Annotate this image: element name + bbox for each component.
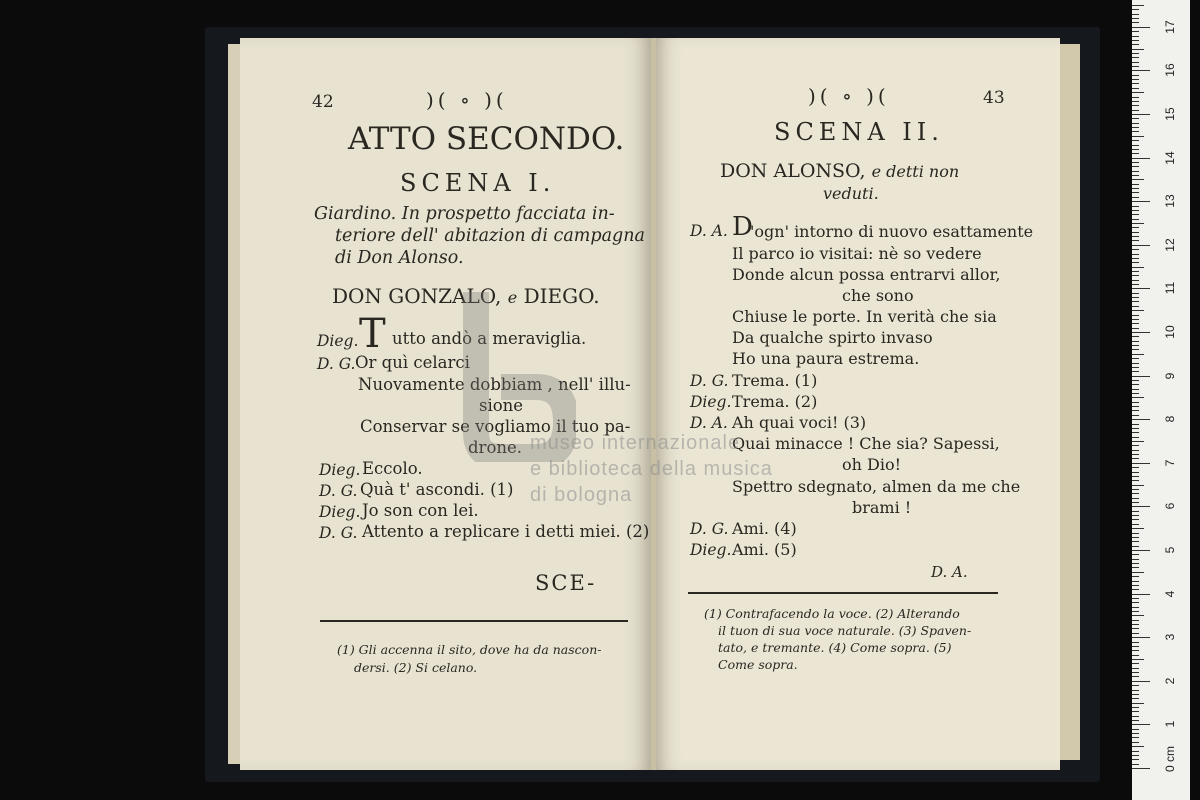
ruler-tick (1132, 419, 1150, 420)
ruler-tick (1132, 280, 1139, 281)
ruler-tick (1132, 550, 1150, 551)
drop-cap: T (359, 311, 386, 357)
ruler-tick (1132, 227, 1139, 228)
ruler-tick (1132, 288, 1150, 289)
ruler-tick (1132, 506, 1150, 507)
ruler-tick (1132, 432, 1139, 433)
speaker: D. G. (319, 482, 358, 500)
ruler-tick (1132, 642, 1139, 643)
ruler-number: 10 (1163, 325, 1177, 339)
ruler-tick (1132, 454, 1139, 455)
ruler-tick (1132, 493, 1139, 494)
ornament: )( ∘ )( (808, 84, 890, 108)
ruler-tick (1132, 476, 1139, 477)
ruler-tick (1132, 223, 1144, 224)
page-number: 43 (983, 88, 1005, 108)
ruler-tick (1132, 764, 1139, 765)
ruler-tick (1132, 236, 1139, 237)
ruler-tick (1132, 66, 1139, 67)
speaker: Dieg. (690, 393, 732, 411)
ruler-tick (1132, 245, 1150, 246)
ruler-tick (1132, 36, 1139, 37)
ruler-tick (1132, 310, 1144, 311)
ruler-tick (1132, 44, 1139, 45)
ruler-tick (1132, 620, 1139, 621)
ruler-tick (1132, 184, 1139, 185)
ornament: )( ∘ )( (426, 88, 508, 112)
ruler-tick (1132, 755, 1139, 756)
left-page (240, 38, 652, 770)
dialogue-line: Spettro sdegnato, almen da me che (732, 477, 1021, 496)
ruler-tick (1132, 358, 1139, 359)
speaker: D. A. (690, 222, 728, 240)
dialogue-line: Ami. (5) (732, 540, 797, 559)
watermark-text: di bologna (530, 484, 633, 506)
ruler-tick (1132, 437, 1139, 438)
ruler-tick (1132, 650, 1139, 651)
ruler-tick (1132, 105, 1139, 106)
ruler-tick (1132, 720, 1139, 721)
ruler-tick (1132, 698, 1139, 699)
ruler-tick (1132, 328, 1139, 329)
dialogue-line: Nuovamente dobbiam , nell' illu- (358, 375, 631, 394)
ruler-tick (1132, 541, 1139, 542)
ruler-tick (1132, 175, 1139, 176)
ruler-tick (1132, 114, 1150, 115)
ruler-tick (1132, 637, 1150, 638)
scene-title: SCENA I. (400, 169, 556, 197)
ruler-tick (1132, 676, 1139, 677)
ruler-tick (1132, 301, 1139, 302)
ruler-number: 13 (1163, 194, 1177, 208)
ruler-tick (1132, 707, 1139, 708)
ruler-tick (1132, 733, 1139, 734)
ruler-tick (1132, 615, 1144, 616)
ruler-tick (1132, 192, 1139, 193)
catchword: SCE- (535, 571, 597, 595)
ruler-number: 14 (1163, 150, 1177, 165)
ruler-tick (1132, 371, 1139, 372)
stage-direction: e detti non (871, 162, 960, 181)
ruler-tick (1132, 367, 1139, 368)
dialogue-line: Trema. (2) (732, 392, 818, 411)
dialogue-line: che sono (842, 286, 914, 305)
footnote-line: Come sopra. (718, 657, 798, 672)
ruler-tick (1132, 197, 1139, 198)
speaker: D. G. (690, 520, 729, 538)
ruler-tick (1132, 729, 1139, 730)
ruler-tick (1132, 463, 1150, 464)
ruler-tick (1132, 646, 1139, 647)
ruler-number: 8 (1163, 415, 1177, 423)
ruler-tick (1132, 602, 1139, 603)
dialogue-line: Il parco io visitai: nè so vedere (732, 244, 982, 263)
ruler-tick (1132, 240, 1139, 241)
ruler-tick (1132, 315, 1139, 316)
dialogue-line: brami ! (852, 498, 912, 517)
dialogue-line: Ami. (4) (732, 519, 797, 538)
ruler-tick (1132, 581, 1139, 582)
ruler-tick (1132, 206, 1139, 207)
speaker: Dieg. (690, 541, 732, 559)
ruler-number: 17 (1163, 20, 1177, 34)
ruler-tick (1132, 450, 1139, 451)
ruler-tick (1132, 716, 1139, 717)
dialogue-line: Or quì celarci (355, 353, 470, 372)
ruler-tick (1132, 57, 1139, 58)
ruler-tick (1132, 768, 1150, 769)
speaker: D. G. (690, 372, 729, 390)
dialogue-line: Ah quai voci! (3) (732, 413, 867, 432)
footnote-line: il tuon di sua voce naturale. (3) Spaven- (718, 623, 972, 638)
ruler-tick (1132, 9, 1139, 10)
ruler-tick (1132, 585, 1139, 586)
ruler-tick (1132, 572, 1144, 573)
speaker: D. G. (317, 355, 356, 373)
ruler-tick (1132, 397, 1144, 398)
speaker: D. G. (319, 524, 358, 542)
right-page (656, 38, 1060, 770)
ruler-tick (1132, 83, 1139, 84)
ruler-tick (1132, 515, 1139, 516)
ruler-number: 9 (1163, 372, 1177, 379)
ruler-tick (1132, 262, 1139, 263)
dialogue-line: Donde alcun possa entrarvi allor, (732, 265, 1001, 284)
ruler-unit-label: 0 cm (1163, 746, 1177, 773)
scene-title: SCENA II. (774, 118, 944, 146)
ruler-tick (1132, 759, 1139, 760)
ruler-tick (1132, 567, 1139, 568)
ruler-tick (1132, 70, 1150, 71)
ruler-tick (1132, 306, 1139, 307)
ruler-tick (1132, 62, 1139, 63)
ruler-tick (1132, 685, 1139, 686)
setting-line: di Don Alonso. (335, 248, 464, 268)
ruler-tick (1132, 742, 1139, 743)
stage-direction: veduti. (823, 184, 879, 203)
ruler-tick (1132, 519, 1139, 520)
ruler-tick (1132, 690, 1139, 691)
ruler-tick (1132, 559, 1139, 560)
ruler-tick (1132, 563, 1139, 564)
ruler-tick (1132, 323, 1139, 324)
ruler-tick (1132, 271, 1139, 272)
ruler-tick (1132, 188, 1139, 189)
ruler-tick (1132, 467, 1139, 468)
ruler-tick (1132, 724, 1150, 725)
ruler-tick (1132, 127, 1139, 128)
dialogue-line: Da qualche spirto invaso (732, 328, 933, 347)
ruler-tick (1132, 297, 1139, 298)
ruler-tick (1132, 31, 1139, 32)
ruler-tick (1132, 341, 1139, 342)
speaker: Dieg. (317, 332, 359, 350)
ruler-tick (1132, 88, 1139, 89)
ruler-tick (1132, 528, 1144, 529)
character-name: DIEGO. (523, 284, 600, 308)
ruler-tick (1132, 624, 1139, 625)
ruler-tick (1132, 354, 1144, 355)
ruler-number: 15 (1163, 107, 1177, 121)
ruler-tick (1132, 267, 1144, 268)
footnote-line: (1) Gli accenna il sito, dove ha da nascon- (337, 642, 602, 657)
ruler-tick (1132, 746, 1144, 747)
ruler-tick (1132, 380, 1139, 381)
dialogue-line: drone. (468, 438, 523, 457)
ruler-tick (1132, 668, 1139, 669)
ruler-tick (1132, 14, 1139, 15)
footnote-rule (688, 592, 998, 594)
ruler-tick (1132, 402, 1139, 403)
ruler-tick (1132, 537, 1139, 538)
ruler-number: 3 (1163, 633, 1177, 641)
ruler-tick (1132, 214, 1139, 215)
ruler-tick (1132, 611, 1139, 612)
ruler-tick (1132, 546, 1139, 547)
dialogue-line: Ho una paura estrema. (732, 349, 920, 368)
ruler-tick (1132, 511, 1139, 512)
ruler-number: 4 (1163, 590, 1177, 597)
ruler-tick (1132, 594, 1150, 595)
ruler-tick (1132, 97, 1139, 98)
dialogue-line: Trema. (1) (732, 371, 818, 390)
ruler-tick (1132, 153, 1139, 154)
watermark-text: museo internazionale (530, 432, 741, 454)
ruler-tick (1132, 166, 1139, 167)
ruler-tick (1132, 628, 1139, 629)
ruler-tick (1132, 711, 1139, 712)
ruler-tick (1132, 576, 1139, 577)
ruler-tick (1132, 145, 1139, 146)
speaker: Dieg. (319, 503, 361, 521)
ruler-tick (1132, 589, 1139, 590)
ruler-tick (1132, 275, 1139, 276)
dialogue-line: 'ogn' intorno di nuovo esattamente (750, 222, 1034, 241)
ruler-tick (1132, 384, 1139, 385)
ruler-tick (1132, 171, 1139, 172)
ruler-tick (1132, 458, 1139, 459)
ruler-tick (1132, 703, 1144, 704)
ruler-tick (1132, 332, 1150, 333)
speaker: Dieg. (319, 461, 361, 479)
ruler-tick (1132, 663, 1139, 664)
ruler-number: 1 (1163, 721, 1177, 728)
ruler-number: 12 (1163, 238, 1177, 252)
ruler-number: 11 (1163, 282, 1177, 295)
measurement-ruler (1132, 0, 1190, 800)
ruler-tick (1132, 633, 1139, 634)
ruler-tick (1132, 424, 1139, 425)
dialogue-line: Jo son con lei. (362, 501, 479, 520)
ruler-tick (1132, 101, 1139, 102)
page-edges-right (1058, 44, 1080, 760)
ruler-tick (1132, 607, 1139, 608)
ruler-tick (1132, 49, 1144, 50)
ruler-tick (1132, 162, 1139, 163)
ruler-tick (1132, 681, 1150, 682)
footnote-line: dersi. (2) Si celano. (354, 660, 478, 675)
ruler-tick (1132, 249, 1139, 250)
ruler-tick (1132, 136, 1144, 137)
ruler-tick (1132, 118, 1139, 119)
ruler-tick (1132, 672, 1139, 673)
ruler-tick (1132, 445, 1139, 446)
ruler-tick (1132, 751, 1139, 752)
dialogue-line: oh Dio! (842, 455, 902, 474)
conjunction: e (507, 288, 518, 307)
ruler-tick (1132, 232, 1139, 233)
character-name: DON GONZALO, (332, 284, 502, 308)
characters-heading (720, 162, 959, 181)
ruler-tick (1132, 554, 1139, 555)
ruler-tick (1132, 406, 1139, 407)
ruler-tick (1132, 441, 1144, 442)
ruler-tick (1132, 480, 1139, 481)
ruler-tick (1132, 349, 1139, 350)
dialogue-line: Eccolo. (362, 459, 423, 478)
ruler-tick (1132, 737, 1139, 738)
dialogue-line: Quà t' ascondi. (1) (360, 480, 514, 499)
ruler-tick (1132, 123, 1139, 124)
dialogue-line: utto andò a meraviglia. (392, 329, 587, 348)
ruler-tick (1132, 254, 1139, 255)
dialogue-line: sione (479, 396, 524, 415)
ruler-tick (1132, 363, 1139, 364)
speaker: D. A. (690, 414, 728, 432)
ruler-tick (1132, 694, 1139, 695)
footnote-line: (1) Contrafacendo la voce. (2) Alterando (704, 606, 960, 621)
ruler-tick (1132, 53, 1139, 54)
ruler-tick (1132, 415, 1139, 416)
ruler-tick (1132, 210, 1139, 211)
ruler-tick (1132, 258, 1139, 259)
watermark-text: e biblioteca della musica (530, 458, 773, 480)
ruler-tick (1132, 79, 1139, 80)
ruler-tick (1132, 598, 1139, 599)
ruler-tick (1132, 319, 1139, 320)
ruler-tick (1132, 40, 1139, 41)
ruler-tick (1132, 158, 1150, 159)
ruler-tick (1132, 22, 1139, 23)
ruler-number: 5 (1163, 546, 1177, 554)
ruler-tick (1132, 485, 1144, 486)
ruler-tick (1132, 389, 1139, 390)
ruler-tick (1132, 393, 1139, 394)
dialogue-line: Chiuse le porte. In verità che sia (732, 307, 997, 326)
ruler-tick (1132, 655, 1139, 656)
ruler-tick (1132, 345, 1139, 346)
ruler-tick (1132, 336, 1139, 337)
ruler-tick (1132, 502, 1139, 503)
ruler-tick (1132, 75, 1139, 76)
ruler-tick (1132, 5, 1144, 6)
ruler-tick (1132, 27, 1150, 28)
ruler-tick (1132, 131, 1139, 132)
ruler-tick (1132, 140, 1139, 141)
ruler-tick (1132, 410, 1139, 411)
drop-cap: D (732, 212, 753, 242)
setting-line: teriore dell' abitazion di campagna (335, 226, 645, 246)
ruler-tick (1132, 219, 1139, 220)
dialogue-line: Quai minacce ! Che sia? Sapessi, (732, 434, 1000, 453)
dialogue-line: Conservar se vogliamo il tuo pa- (360, 417, 631, 436)
ruler-tick (1132, 179, 1144, 180)
ruler-tick (1132, 428, 1139, 429)
ruler-tick (1132, 110, 1139, 111)
ruler-number: 7 (1163, 459, 1177, 467)
dialogue-line: Attento a replicare i detti miei. (2) (362, 522, 650, 541)
character-name: DON ALONSO, (720, 160, 866, 182)
ruler-tick (1132, 498, 1139, 499)
ruler-tick (1132, 18, 1139, 19)
ruler-tick (1132, 472, 1139, 473)
ruler-number: 2 (1163, 677, 1177, 685)
ruler-tick (1132, 533, 1139, 534)
ruler-tick (1132, 201, 1150, 202)
ruler-number: 6 (1163, 503, 1177, 510)
act-title: ATTO SECONDO. (348, 121, 625, 157)
catchword: D. A. (931, 563, 968, 581)
ruler-tick (1132, 376, 1150, 377)
ruler-tick (1132, 149, 1139, 150)
setting-line: Giardino. In prospetto facciata in- (314, 204, 615, 224)
ruler-tick (1132, 284, 1139, 285)
ruler-tick (1132, 293, 1139, 294)
ruler-tick (1132, 489, 1139, 490)
ruler-number: 16 (1163, 63, 1177, 78)
footnote-rule (320, 620, 628, 622)
ruler-tick (1132, 659, 1144, 660)
ruler-tick (1132, 92, 1144, 93)
footnote-line: tato, e tremante. (4) Come sopra. (5) (718, 640, 952, 655)
page-number: 42 (312, 92, 334, 112)
ruler-tick (1132, 524, 1139, 525)
